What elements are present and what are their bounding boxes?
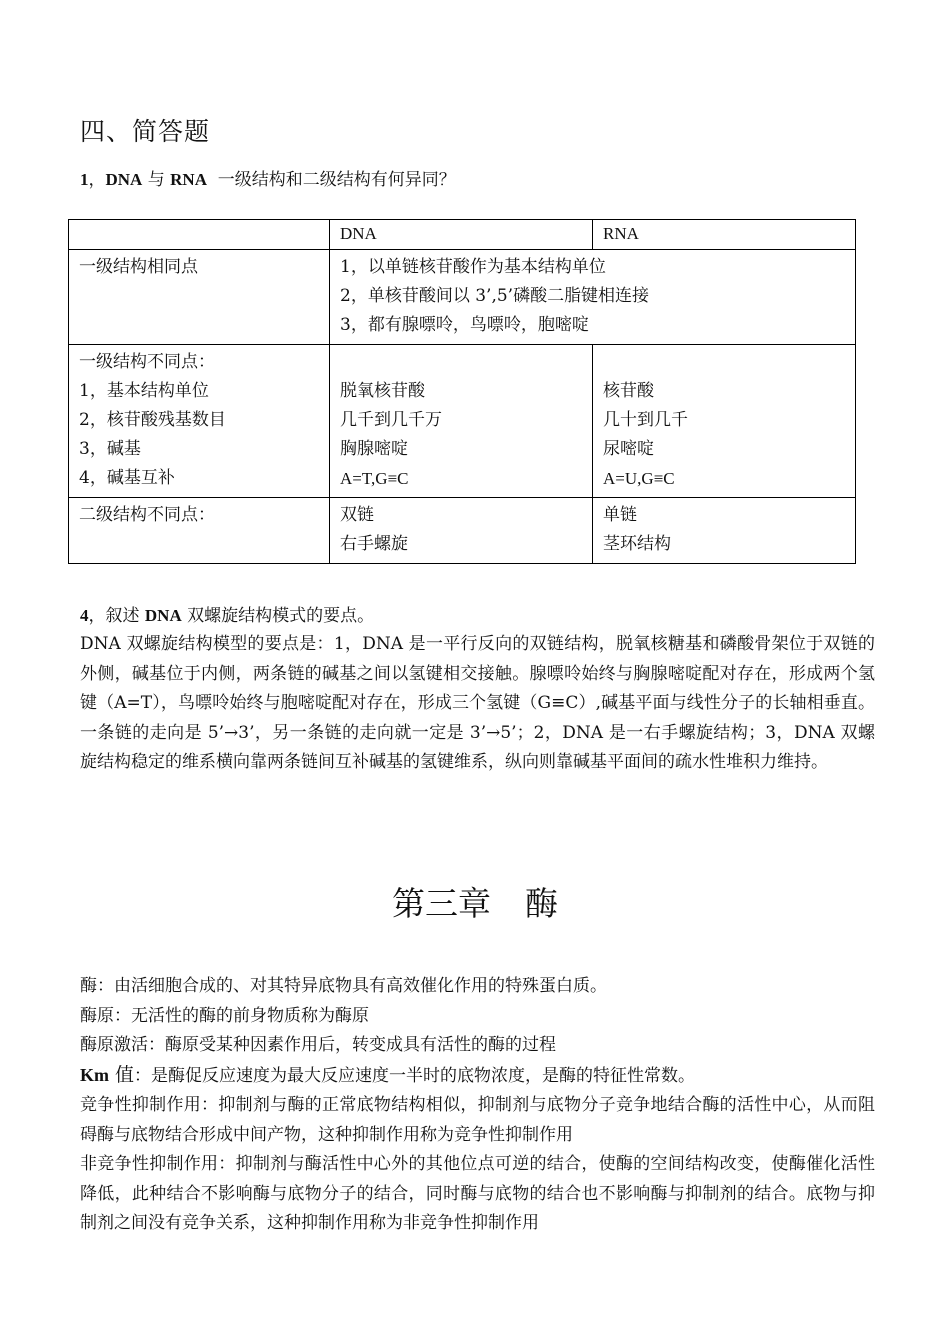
primary-diff-item: 4，碱基互补 [79,468,175,488]
primary-diff-dna-value: A=T,G≡C [340,469,409,488]
question-4 [80,601,374,626]
primary-diff-item: 2，核苷酸残基数目 [79,410,226,430]
km-text: ：是酶促反应速度为最大反应速度一半时的底物浓度，是酶的特征性常数。 [134,1065,696,1086]
primary-same-item: 3，都有腺嘌呤，鸟嘌呤，胞嘧啶 [340,315,589,335]
question-1-number: 1 [80,170,89,189]
table-row-primary-diff [69,345,856,498]
primary-diff-dna-value: 几千到几千万 [340,410,442,430]
primary-diff-rna-value: 尿嘧啶 [603,439,654,459]
primary-same-items [330,250,856,345]
definition-enzyme: 酶：由活细胞合成的、对其特异底物具有高效催化作用的特殊蛋白质。 [80,976,607,996]
chapter-name: 酶 [525,884,558,923]
chapter-title [0,878,950,925]
question-4-dna: DNA [144,606,182,625]
table-header-rna: RNA [593,220,856,250]
primary-same-label: 一级结构相同点 [69,250,330,345]
primary-diff-item: 1，基本结构单位 [79,381,209,401]
table-header-row [69,220,856,250]
question-1-dna: DNA [105,170,143,189]
definitions [80,972,875,1239]
primary-diff-dna-value: 脱氧核苷酸 [340,381,425,401]
question-4-answer: DNA 双螺旋结构模型的要点是：1，DNA 是一平行反向的双链结构，脱氧核糖基和磷酸骨架位于双链的外侧，碱基位于内侧，两条链的碱基之间以氢键相交接触。腺嘌呤始终与胸腺嘧啶配对存在，形成两个氢键（A=T），鸟嘌呤始终与胞嘧啶配对存在，形成三个氢键（G≡C）,碱基平面与线性分子的长轴相垂直。一条链的走向是 5’→3’，另一条链的走向就一定是 3’→5’；2，DNA 是一右手螺旋结构；3，DNA 双螺旋结构稳定的维系横向靠两条链间互补碱基的氢键维系，纵向则靠碱基平面间的疏水性堆积力维持。 [80,634,875,772]
chapter-number: 第三章 [392,884,491,923]
definition-noncompetitive: 非竞争性抑制作用：抑制剂与酶活性中心外的其他位点可逆的结合，使酶的空间结构改变，使酶催化活性降低，此种结合不影响酶与底物分子的结合，同时酶与底物的结合也不影响酶与抑制剂的结合。底物与抑制剂之间没有竞争关系，这种抑制作用称为非竞争性抑制作用 [80,1154,875,1233]
definition-activation: 酶原激活：酶原受某种因素作用后，转变成具有活性的酶的过程 [80,1035,556,1055]
primary-same-item: 1，以单链核苷酸作为基本结构单位 [340,257,606,277]
primary-diff-rna-value: 几十到几千 [603,410,688,430]
question-1-text: 一级结构和二级结构有何异同？ [207,170,456,190]
table-header-cell [69,220,330,250]
secondary-diff-dna-value: 双链 [340,505,374,525]
section-title: 四、简答题 [80,117,211,146]
question-4-sep: ，叙述 [88,606,145,626]
question-4-number: 4 [80,606,89,625]
secondary-diff-rna [593,498,856,564]
question-1-sep: ， [88,170,106,190]
secondary-diff-rna-value: 单链 [603,505,637,525]
secondary-diff-dna-value: 右手螺旋 [340,534,408,554]
primary-diff-rna [593,345,856,498]
table-row-secondary-diff [69,498,856,564]
km-value-word: 值 [109,1063,135,1086]
table-header-dna: DNA [330,220,593,250]
question-1-mid: 与 [142,170,171,190]
primary-diff-dna [330,345,593,498]
secondary-diff-rna-value: 茎环结构 [603,534,671,554]
primary-diff-dna-value: 胸腺嘧啶 [340,439,408,459]
question-1-rna: RNA [170,170,207,189]
definition-competitive: 竞争性抑制作用：抑制剂与酶的正常底物结构相似，抑制剂与底物分子竞争地结合酶的活性中心，从而阻碍酶与底物结合形成中间产物，这种抑制作用称为竞争性抑制作用 [80,1095,875,1145]
primary-diff-item: 3，碱基 [79,439,141,459]
question-4-text: 双螺旋结构模式的要点。 [181,606,375,626]
primary-diff-items [69,345,330,498]
secondary-diff-dna [330,498,593,564]
definition-zymogen: 酶原：无活性的酶的前身物质称为酶原 [80,1005,369,1026]
table-row-primary-same [69,250,856,345]
definition-km [80,1061,875,1092]
comparison-table [68,219,856,564]
km-term: Km [80,1064,109,1085]
question-1 [80,165,456,190]
primary-same-item: 2，单核苷酸间以 3’,5’磷酸二脂键相连接 [340,286,650,306]
primary-diff-rna-value: A=U,G≡C [603,469,675,488]
primary-diff-label: 一级结构不同点： [79,352,215,372]
secondary-diff-label: 二级结构不同点： [69,498,330,564]
primary-diff-rna-value: 核苷酸 [603,381,654,401]
